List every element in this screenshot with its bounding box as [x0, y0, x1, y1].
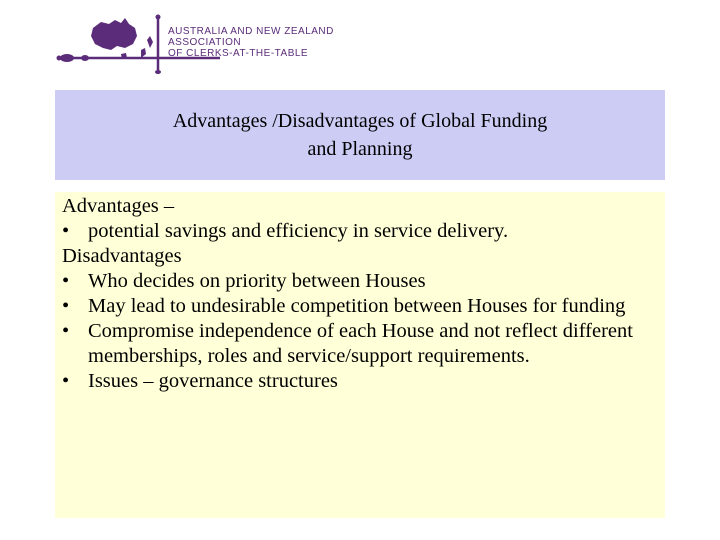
- title-line-1: Advantages /Disadvantages of Global Funding: [172, 110, 548, 132]
- disadvantages-heading: Disadvantages: [62, 245, 182, 267]
- title-line-2: and Planning: [307, 138, 413, 160]
- logo-line-2: ASSOCIATION: [168, 37, 242, 48]
- bullet-icon: •: [62, 270, 70, 292]
- disadvantage-item: [62, 319, 657, 369]
- disadvantage-text: Compromise independence of each House and not reflect different memberships, roles and service/support requirements.: [88, 320, 633, 367]
- bullet-icon: •: [62, 220, 70, 242]
- slide-title: [55, 90, 665, 180]
- advantage-text: potential savings and efficiency in service delivery.: [88, 220, 509, 242]
- bullet-icon: •: [62, 370, 70, 392]
- disadvantage-item: [62, 369, 657, 394]
- advantages-heading: Advantages –: [62, 195, 175, 217]
- disadvantage-text: May lead to undesirable competition between Houses for funding: [88, 295, 626, 317]
- disadvantage-item: [62, 294, 657, 319]
- disadvantage-text: Who decides on priority between Houses: [88, 270, 426, 292]
- association-name: [168, 26, 388, 59]
- disadvantage-text: Issues – governance structures: [88, 370, 338, 392]
- bullet-icon: •: [62, 295, 70, 317]
- bullet-icon: •: [62, 320, 70, 342]
- logo-line-3: OF CLERKS-AT-THE-TABLE: [168, 48, 309, 59]
- disadvantage-item: [62, 269, 657, 294]
- association-logo: [55, 14, 385, 76]
- slide-content: [55, 192, 665, 518]
- advantage-item: [62, 219, 657, 244]
- logo-line-1: AUSTRALIA AND NEW ZEALAND: [168, 26, 334, 37]
